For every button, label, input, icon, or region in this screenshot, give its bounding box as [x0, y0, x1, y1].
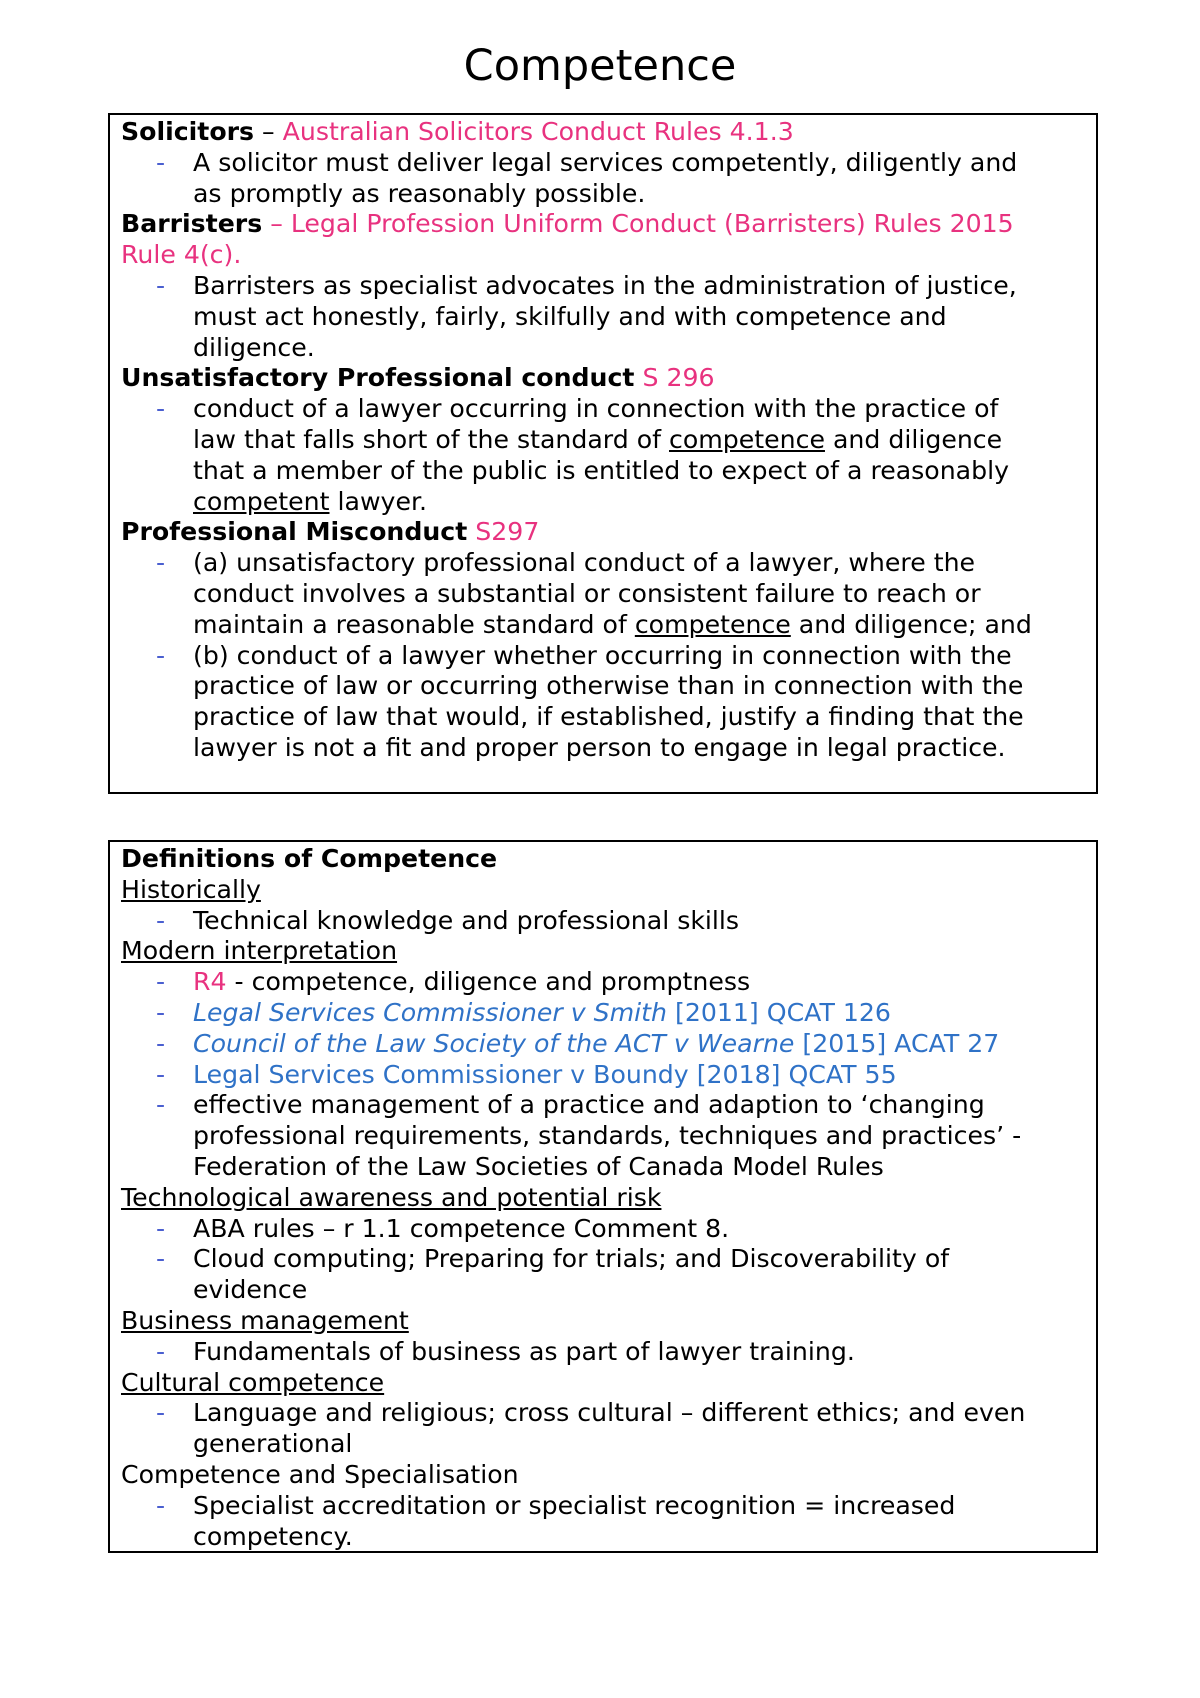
s297-ref: S297 — [467, 517, 540, 547]
list-item — [121, 906, 1086, 937]
s296-ref: S 296 — [634, 363, 715, 393]
list-item — [121, 1491, 1086, 1553]
dash-bullet-icon: - — [156, 1028, 166, 1058]
unsatisfactory-heading-line — [121, 363, 1086, 394]
list-item — [121, 548, 1086, 640]
barristers-heading-line — [121, 209, 1086, 240]
item-text: generational — [193, 1429, 353, 1459]
solicitors-heading: Solicitors — [121, 117, 255, 146]
barristers-rule-ref: Legal Profession Uniform Conduct (Barristers) Rules 2015 — [290, 209, 1014, 239]
item-text — [193, 610, 1086, 641]
misconduct-heading: Professional Misconduct — [121, 517, 468, 547]
r4-ref: R4 — [193, 967, 227, 997]
dash-bullet-icon: - — [156, 1213, 166, 1243]
dash-bullet-icon: - — [156, 1398, 166, 1428]
list-item — [121, 148, 1086, 210]
barristers-heading: Barristers — [121, 209, 263, 239]
citation: [2011] QCAT 126 — [667, 997, 891, 1027]
list-item — [121, 1337, 1086, 1368]
case-name: Legal Services Commissioner v Smith — [193, 997, 667, 1027]
solicitors-rule-ref: Australian Solicitors Conduct Rules 4.1.3 — [282, 117, 794, 146]
item-text: conduct of a lawyer occurring in connection with the practice of — [193, 394, 999, 424]
barristers-rule-ref-cont: Rule 4(c). — [121, 240, 242, 270]
unsatisfactory-heading: Unsatisfactory Professional conduct — [121, 363, 635, 393]
underlined-term: competent — [193, 486, 330, 516]
underlined-term: competence — [634, 609, 791, 639]
text-run: and diligence — [824, 424, 1003, 454]
dash-bullet-icon: - — [156, 548, 166, 578]
dash-bullet-icon: - — [156, 1490, 166, 1520]
separator: – — [262, 209, 291, 239]
section-historically: Historically — [121, 874, 261, 904]
item-text: diligence. — [193, 332, 315, 362]
item-text: A solicitor must deliver legal services competently, diligently and — [193, 147, 1018, 177]
heading-text: Definitions of Competence — [121, 844, 498, 873]
underlined-term: competence — [669, 424, 825, 454]
list-item — [121, 967, 1086, 998]
dash-bullet-icon: - — [156, 1059, 166, 1089]
citation: [2015] ACAT 27 — [794, 1028, 1000, 1058]
item-text: practice of law that would, if established, justify a finding that the — [193, 702, 1024, 732]
case-name: Council of the Law Society of the ACT v Wearne — [193, 1028, 795, 1058]
dash-bullet-icon: - — [156, 640, 166, 670]
item-text: Language and religious; cross cultural – different ethics; and even — [193, 1398, 1026, 1428]
list-item — [121, 1090, 1086, 1182]
dash-bullet-icon: - — [156, 1336, 166, 1366]
item-text: Cloud computing; Preparing for trials; and Discoverability of — [193, 1244, 950, 1274]
text-run: and diligence; and — [790, 609, 1032, 639]
list-item — [121, 1060, 1086, 1091]
item-text: Federation of the Law Societies of Canada Model Rules — [193, 1151, 884, 1181]
item-text: effective management of a practice and adaption to ‘changing — [193, 1090, 985, 1120]
list-item — [121, 1244, 1086, 1306]
item-text: practice of law or occurring otherwise than in connection with the — [193, 671, 1024, 701]
list-item — [121, 641, 1086, 764]
misconduct-heading-line — [121, 517, 1086, 548]
item-text — [193, 425, 1086, 456]
case-citation: Legal Services Commissioner v Boundy [2018] QCAT 55 — [193, 1059, 897, 1089]
list-item — [121, 394, 1086, 517]
separator: – — [254, 117, 283, 146]
list-item — [121, 1214, 1086, 1245]
item-text — [193, 967, 1086, 998]
item-text: professional requirements, standards, techniques and practices’ - — [193, 1121, 1022, 1151]
item-text: conduct involves a substantial or consistent failure to reach or — [193, 578, 981, 608]
definitions-heading — [121, 844, 1086, 875]
section-modern-interpretation: Modern interpretation — [121, 936, 398, 966]
item-text: must act honestly, fairly, skilfully and with competence and — [193, 301, 947, 331]
item-text: evidence — [193, 1275, 308, 1305]
list-item — [121, 1398, 1086, 1460]
item-text: (a) unsatisfactory professional conduct of a lawyer, where the — [193, 548, 976, 578]
item-text — [193, 487, 1086, 518]
item-text: that a member of the public is entitled to expect of a reasonably — [193, 455, 1009, 485]
page-title: Competence — [463, 41, 737, 91]
item-text: as promptly as reasonably possible. — [193, 178, 646, 208]
section-cultural: Cultural competence — [121, 1367, 385, 1397]
dash-bullet-icon: - — [156, 1244, 166, 1274]
dash-bullet-icon: - — [156, 1090, 166, 1120]
item-text: ABA rules – r 1.1 competence Comment 8. — [193, 1213, 730, 1243]
conduct-rules-box — [108, 113, 1098, 794]
text-run: - competence, diligence and promptness — [226, 967, 751, 997]
item-text: competency. — [193, 1521, 353, 1551]
item-text: (b) conduct of a lawyer whether occurring in connection with the — [193, 640, 1012, 670]
list-item — [121, 271, 1086, 363]
case-citation — [193, 1029, 1086, 1060]
dash-bullet-icon: - — [156, 967, 166, 997]
case-citation — [193, 998, 1086, 1029]
section-technological: Technological awareness and potential risk — [121, 1182, 662, 1212]
text-run: lawyer. — [329, 486, 427, 516]
dash-bullet-icon: - — [156, 270, 166, 300]
dash-bullet-icon: - — [156, 997, 166, 1027]
item-text: lawyer is not a fit and proper person to engage in legal practice. — [193, 732, 1006, 762]
list-item — [121, 1029, 1086, 1060]
definitions-box — [108, 840, 1098, 1553]
section-specialisation: Competence and Specialisation — [121, 1459, 519, 1489]
dash-bullet-icon: - — [156, 905, 166, 935]
item-text: Barristers as specialist advocates in the administration of justice, — [193, 270, 1017, 300]
item-text: Technical knowledge and professional skills — [193, 905, 740, 935]
text-run: maintain a reasonable standard of — [193, 609, 635, 639]
item-text: Fundamentals of business as part of lawyer training. — [193, 1336, 855, 1366]
list-item — [121, 998, 1086, 1029]
dash-bullet-icon: - — [156, 394, 166, 424]
section-business: Business management — [121, 1305, 409, 1335]
item-text: Specialist accreditation or specialist recognition = increased — [193, 1490, 956, 1520]
text-run: law that falls short of the standard of — [193, 424, 669, 454]
dash-bullet-icon: - — [156, 147, 166, 177]
solicitors-heading-line — [121, 117, 1086, 148]
